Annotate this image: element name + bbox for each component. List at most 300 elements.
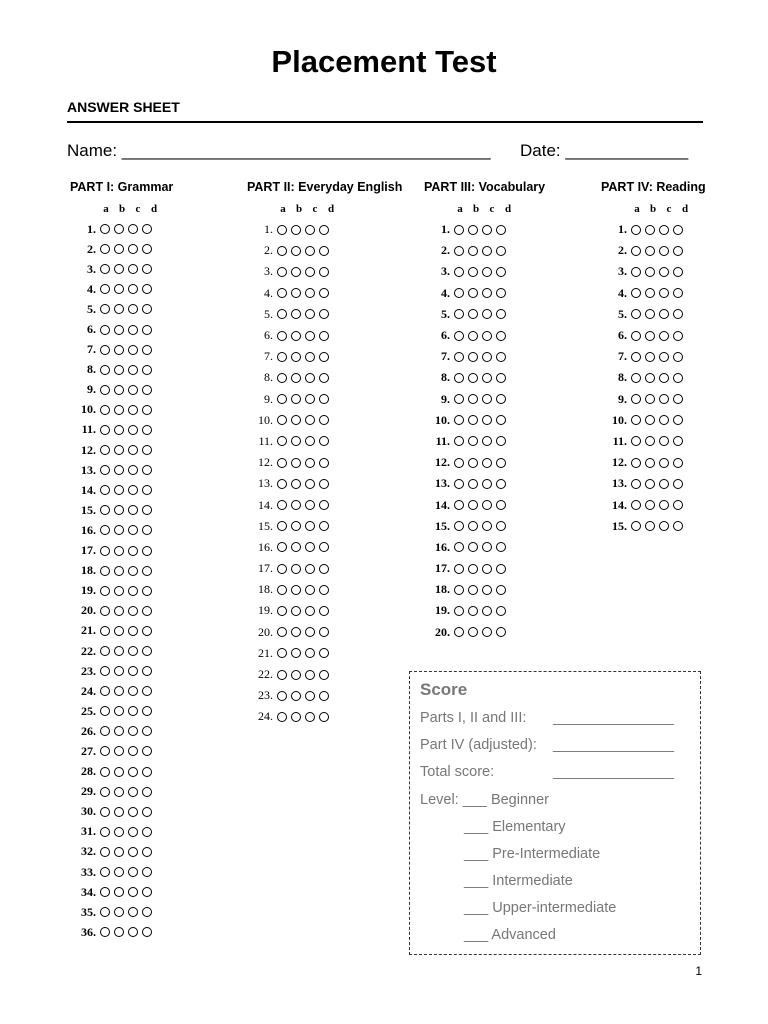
answer-bubble-b[interactable] <box>645 288 655 298</box>
answer-bubble-c[interactable] <box>128 746 138 756</box>
answer-bubble-c[interactable] <box>128 385 138 395</box>
answer-bubble-d[interactable] <box>496 627 506 637</box>
answer-bubble-d[interactable] <box>319 479 329 489</box>
answer-bubble-b[interactable] <box>468 542 478 552</box>
answer-bubble-d[interactable] <box>319 627 329 637</box>
answer-bubble-d[interactable] <box>319 458 329 468</box>
answer-bubble-b[interactable] <box>645 373 655 383</box>
answer-bubble-d[interactable] <box>496 288 506 298</box>
answer-bubble-b[interactable] <box>645 436 655 446</box>
answer-bubble-a[interactable] <box>277 415 287 425</box>
answer-bubble-c[interactable] <box>482 309 492 319</box>
answer-bubble-c[interactable] <box>128 566 138 576</box>
answer-bubble-a[interactable] <box>100 244 110 254</box>
answer-bubble-a[interactable] <box>100 746 110 756</box>
answer-bubble-a[interactable] <box>100 686 110 696</box>
answer-bubble-c[interactable] <box>305 352 315 362</box>
answer-bubble-a[interactable] <box>454 394 464 404</box>
answer-bubble-a[interactable] <box>100 345 110 355</box>
answer-bubble-b[interactable] <box>291 606 301 616</box>
answer-bubble-c[interactable] <box>128 325 138 335</box>
answer-bubble-b[interactable] <box>645 352 655 362</box>
answer-bubble-b[interactable] <box>114 907 124 917</box>
answer-bubble-b[interactable] <box>114 867 124 877</box>
answer-bubble-a[interactable] <box>100 666 110 676</box>
answer-bubble-d[interactable] <box>319 606 329 616</box>
answer-bubble-d[interactable] <box>496 331 506 341</box>
level-pre-intermediate[interactable]: ___ Pre-Intermediate <box>464 846 601 862</box>
answer-bubble-c[interactable] <box>305 225 315 235</box>
answer-bubble-a[interactable] <box>277 225 287 235</box>
answer-bubble-c[interactable] <box>128 485 138 495</box>
answer-bubble-b[interactable] <box>468 415 478 425</box>
answer-bubble-b[interactable] <box>291 670 301 680</box>
answer-bubble-a[interactable] <box>100 224 110 234</box>
answer-bubble-c[interactable] <box>305 331 315 341</box>
answer-bubble-d[interactable] <box>142 887 152 897</box>
answer-bubble-a[interactable] <box>100 425 110 435</box>
answer-bubble-c[interactable] <box>305 648 315 658</box>
answer-bubble-a[interactable] <box>454 373 464 383</box>
answer-bubble-a[interactable] <box>454 309 464 319</box>
answer-bubble-d[interactable] <box>142 586 152 596</box>
answer-bubble-c[interactable] <box>128 646 138 656</box>
answer-bubble-d[interactable] <box>319 670 329 680</box>
answer-bubble-c[interactable] <box>128 365 138 375</box>
answer-bubble-d[interactable] <box>142 304 152 314</box>
answer-bubble-d[interactable] <box>142 365 152 375</box>
answer-bubble-a[interactable] <box>277 373 287 383</box>
answer-bubble-a[interactable] <box>631 458 641 468</box>
answer-bubble-b[interactable] <box>114 546 124 556</box>
answer-bubble-b[interactable] <box>645 458 655 468</box>
answer-bubble-c[interactable] <box>128 445 138 455</box>
answer-bubble-b[interactable] <box>291 542 301 552</box>
answer-bubble-b[interactable] <box>291 521 301 531</box>
answer-bubble-d[interactable] <box>142 345 152 355</box>
answer-bubble-c[interactable] <box>128 586 138 596</box>
answer-bubble-b[interactable] <box>645 415 655 425</box>
answer-bubble-d[interactable] <box>142 425 152 435</box>
answer-bubble-d[interactable] <box>319 331 329 341</box>
answer-bubble-b[interactable] <box>468 309 478 319</box>
answer-bubble-d[interactable] <box>142 224 152 234</box>
answer-bubble-c[interactable] <box>659 352 669 362</box>
answer-bubble-c[interactable] <box>305 415 315 425</box>
answer-bubble-b[interactable] <box>645 479 655 489</box>
answer-bubble-a[interactable] <box>100 767 110 777</box>
answer-bubble-d[interactable] <box>496 415 506 425</box>
answer-bubble-d[interactable] <box>319 288 329 298</box>
answer-bubble-a[interactable] <box>277 352 287 362</box>
answer-bubble-c[interactable] <box>482 458 492 468</box>
answer-bubble-c[interactable] <box>128 626 138 636</box>
answer-bubble-a[interactable] <box>454 564 464 574</box>
answer-bubble-c[interactable] <box>128 525 138 535</box>
answer-bubble-d[interactable] <box>496 500 506 510</box>
answer-bubble-c[interactable] <box>482 436 492 446</box>
answer-bubble-a[interactable] <box>277 267 287 277</box>
answer-bubble-c[interactable] <box>305 394 315 404</box>
answer-bubble-d[interactable] <box>319 373 329 383</box>
answer-bubble-c[interactable] <box>482 225 492 235</box>
answer-bubble-c[interactable] <box>128 345 138 355</box>
answer-bubble-d[interactable] <box>319 521 329 531</box>
answer-bubble-d[interactable] <box>496 436 506 446</box>
answer-bubble-a[interactable] <box>100 887 110 897</box>
score-blank-parts-1-3[interactable]: _______________ <box>553 710 674 726</box>
answer-bubble-c[interactable] <box>305 691 315 701</box>
answer-bubble-d[interactable] <box>142 405 152 415</box>
answer-bubble-d[interactable] <box>319 225 329 235</box>
answer-bubble-b[interactable] <box>114 325 124 335</box>
answer-bubble-b[interactable] <box>291 627 301 637</box>
answer-bubble-d[interactable] <box>673 225 683 235</box>
answer-bubble-a[interactable] <box>277 691 287 701</box>
answer-bubble-d[interactable] <box>496 606 506 616</box>
answer-bubble-b[interactable] <box>114 847 124 857</box>
answer-bubble-a[interactable] <box>454 436 464 446</box>
answer-bubble-a[interactable] <box>277 479 287 489</box>
answer-bubble-d[interactable] <box>319 564 329 574</box>
answer-bubble-a[interactable] <box>631 288 641 298</box>
answer-bubble-c[interactable] <box>482 331 492 341</box>
answer-bubble-d[interactable] <box>142 244 152 254</box>
answer-bubble-d[interactable] <box>496 394 506 404</box>
answer-bubble-c[interactable] <box>305 288 315 298</box>
answer-bubble-c[interactable] <box>305 436 315 446</box>
answer-bubble-a[interactable] <box>277 458 287 468</box>
answer-bubble-c[interactable] <box>305 521 315 531</box>
answer-bubble-c[interactable] <box>482 415 492 425</box>
answer-bubble-a[interactable] <box>100 787 110 797</box>
answer-bubble-b[interactable] <box>114 927 124 937</box>
answer-bubble-b[interactable] <box>291 288 301 298</box>
answer-bubble-a[interactable] <box>631 479 641 489</box>
answer-bubble-a[interactable] <box>277 712 287 722</box>
answer-bubble-d[interactable] <box>142 505 152 515</box>
answer-bubble-c[interactable] <box>128 807 138 817</box>
answer-bubble-c[interactable] <box>659 415 669 425</box>
answer-bubble-a[interactable] <box>100 385 110 395</box>
answer-bubble-b[interactable] <box>468 246 478 256</box>
answer-bubble-d[interactable] <box>142 927 152 937</box>
answer-bubble-a[interactable] <box>100 827 110 837</box>
answer-bubble-a[interactable] <box>631 246 641 256</box>
answer-bubble-a[interactable] <box>100 847 110 857</box>
answer-bubble-c[interactable] <box>128 666 138 676</box>
answer-bubble-a[interactable] <box>631 352 641 362</box>
score-blank-total[interactable]: _______________ <box>553 764 674 780</box>
answer-bubble-a[interactable] <box>277 521 287 531</box>
answer-bubble-d[interactable] <box>142 606 152 616</box>
level-upper-intermediate[interactable]: ___ Upper-intermediate <box>464 900 617 916</box>
level-beginner[interactable]: Level: ___ Beginner <box>420 792 549 808</box>
answer-bubble-c[interactable] <box>482 606 492 616</box>
answer-bubble-a[interactable] <box>277 500 287 510</box>
answer-bubble-d[interactable] <box>673 521 683 531</box>
answer-bubble-b[interactable] <box>468 373 478 383</box>
answer-bubble-a[interactable] <box>100 626 110 636</box>
answer-bubble-d[interactable] <box>142 626 152 636</box>
answer-bubble-c[interactable] <box>128 726 138 736</box>
answer-bubble-d[interactable] <box>319 542 329 552</box>
answer-bubble-c[interactable] <box>128 244 138 254</box>
answer-bubble-a[interactable] <box>454 225 464 235</box>
answer-bubble-c[interactable] <box>482 542 492 552</box>
answer-bubble-b[interactable] <box>468 627 478 637</box>
answer-bubble-a[interactable] <box>631 331 641 341</box>
answer-bubble-a[interactable] <box>277 606 287 616</box>
answer-bubble-c[interactable] <box>482 585 492 595</box>
answer-bubble-a[interactable] <box>100 546 110 556</box>
answer-bubble-c[interactable] <box>659 267 669 277</box>
answer-bubble-d[interactable] <box>673 373 683 383</box>
answer-bubble-d[interactable] <box>319 500 329 510</box>
answer-bubble-a[interactable] <box>631 309 641 319</box>
answer-bubble-b[interactable] <box>291 415 301 425</box>
answer-bubble-b[interactable] <box>291 373 301 383</box>
answer-bubble-b[interactable] <box>114 345 124 355</box>
answer-bubble-c[interactable] <box>659 458 669 468</box>
answer-bubble-a[interactable] <box>100 646 110 656</box>
answer-bubble-b[interactable] <box>468 521 478 531</box>
answer-bubble-b[interactable] <box>291 331 301 341</box>
answer-bubble-a[interactable] <box>100 284 110 294</box>
answer-bubble-b[interactable] <box>114 666 124 676</box>
answer-bubble-d[interactable] <box>142 284 152 294</box>
answer-bubble-b[interactable] <box>291 648 301 658</box>
answer-bubble-d[interactable] <box>142 325 152 335</box>
answer-bubble-d[interactable] <box>673 331 683 341</box>
answer-bubble-b[interactable] <box>114 445 124 455</box>
answer-bubble-c[interactable] <box>128 425 138 435</box>
answer-bubble-b[interactable] <box>114 385 124 395</box>
answer-bubble-a[interactable] <box>100 325 110 335</box>
answer-bubble-a[interactable] <box>100 907 110 917</box>
answer-bubble-c[interactable] <box>482 479 492 489</box>
answer-bubble-d[interactable] <box>142 485 152 495</box>
answer-bubble-a[interactable] <box>454 415 464 425</box>
answer-bubble-b[interactable] <box>114 485 124 495</box>
answer-bubble-b[interactable] <box>468 225 478 235</box>
answer-bubble-a[interactable] <box>100 606 110 616</box>
answer-bubble-d[interactable] <box>673 246 683 256</box>
answer-bubble-c[interactable] <box>482 267 492 277</box>
answer-bubble-b[interactable] <box>645 246 655 256</box>
answer-bubble-c[interactable] <box>659 246 669 256</box>
level-elementary[interactable]: ___ Elementary <box>464 819 566 835</box>
answer-bubble-b[interactable] <box>291 458 301 468</box>
answer-bubble-a[interactable] <box>631 267 641 277</box>
answer-bubble-b[interactable] <box>114 365 124 375</box>
answer-bubble-d[interactable] <box>673 288 683 298</box>
answer-bubble-a[interactable] <box>631 225 641 235</box>
answer-bubble-d[interactable] <box>142 666 152 676</box>
answer-bubble-d[interactable] <box>496 373 506 383</box>
answer-bubble-a[interactable] <box>454 585 464 595</box>
answer-bubble-a[interactable] <box>454 627 464 637</box>
answer-bubble-b[interactable] <box>468 267 478 277</box>
answer-bubble-c[interactable] <box>659 373 669 383</box>
answer-bubble-a[interactable] <box>100 566 110 576</box>
answer-bubble-a[interactable] <box>454 246 464 256</box>
answer-bubble-b[interactable] <box>114 726 124 736</box>
answer-bubble-d[interactable] <box>673 458 683 468</box>
answer-bubble-b[interactable] <box>291 246 301 256</box>
answer-bubble-c[interactable] <box>305 500 315 510</box>
answer-bubble-b[interactable] <box>468 352 478 362</box>
answer-bubble-d[interactable] <box>496 479 506 489</box>
answer-bubble-c[interactable] <box>305 479 315 489</box>
answer-bubble-c[interactable] <box>305 267 315 277</box>
answer-bubble-b[interactable] <box>114 606 124 616</box>
answer-bubble-b[interactable] <box>114 425 124 435</box>
answer-bubble-b[interactable] <box>114 626 124 636</box>
answer-bubble-a[interactable] <box>100 445 110 455</box>
answer-bubble-a[interactable] <box>100 304 110 314</box>
answer-bubble-d[interactable] <box>142 847 152 857</box>
answer-bubble-c[interactable] <box>128 264 138 274</box>
answer-bubble-d[interactable] <box>319 585 329 595</box>
answer-bubble-a[interactable] <box>100 927 110 937</box>
answer-bubble-c[interactable] <box>482 500 492 510</box>
answer-bubble-d[interactable] <box>142 907 152 917</box>
answer-bubble-a[interactable] <box>454 267 464 277</box>
answer-bubble-b[interactable] <box>114 264 124 274</box>
answer-bubble-b[interactable] <box>468 564 478 574</box>
answer-bubble-b[interactable] <box>468 500 478 510</box>
answer-bubble-a[interactable] <box>631 373 641 383</box>
answer-bubble-d[interactable] <box>496 267 506 277</box>
answer-bubble-b[interactable] <box>291 267 301 277</box>
answer-bubble-a[interactable] <box>454 542 464 552</box>
answer-bubble-b[interactable] <box>291 309 301 319</box>
answer-bubble-c[interactable] <box>305 373 315 383</box>
answer-bubble-a[interactable] <box>100 465 110 475</box>
answer-bubble-a[interactable] <box>277 670 287 680</box>
answer-bubble-c[interactable] <box>128 546 138 556</box>
answer-bubble-b[interactable] <box>114 224 124 234</box>
answer-bubble-a[interactable] <box>100 586 110 596</box>
answer-bubble-b[interactable] <box>645 309 655 319</box>
answer-bubble-c[interactable] <box>659 331 669 341</box>
answer-bubble-b[interactable] <box>114 566 124 576</box>
answer-bubble-a[interactable] <box>100 405 110 415</box>
answer-bubble-b[interactable] <box>114 465 124 475</box>
answer-bubble-b[interactable] <box>468 479 478 489</box>
answer-bubble-d[interactable] <box>673 436 683 446</box>
answer-bubble-c[interactable] <box>482 373 492 383</box>
answer-bubble-c[interactable] <box>128 847 138 857</box>
answer-bubble-b[interactable] <box>291 479 301 489</box>
answer-bubble-d[interactable] <box>673 500 683 510</box>
answer-bubble-d[interactable] <box>673 394 683 404</box>
answer-bubble-d[interactable] <box>319 309 329 319</box>
answer-bubble-c[interactable] <box>482 394 492 404</box>
answer-bubble-b[interactable] <box>645 267 655 277</box>
answer-bubble-d[interactable] <box>142 706 152 716</box>
answer-bubble-d[interactable] <box>673 352 683 362</box>
answer-bubble-b[interactable] <box>291 712 301 722</box>
answer-bubble-c[interactable] <box>128 787 138 797</box>
answer-bubble-a[interactable] <box>631 394 641 404</box>
answer-bubble-b[interactable] <box>114 505 124 515</box>
answer-bubble-b[interactable] <box>291 564 301 574</box>
answer-bubble-a[interactable] <box>277 309 287 319</box>
answer-bubble-d[interactable] <box>319 394 329 404</box>
answer-bubble-d[interactable] <box>142 566 152 576</box>
answer-bubble-c[interactable] <box>128 887 138 897</box>
answer-bubble-d[interactable] <box>319 267 329 277</box>
answer-bubble-d[interactable] <box>142 385 152 395</box>
answer-bubble-b[interactable] <box>468 394 478 404</box>
answer-bubble-c[interactable] <box>305 670 315 680</box>
answer-bubble-a[interactable] <box>277 648 287 658</box>
answer-bubble-c[interactable] <box>128 907 138 917</box>
answer-bubble-c[interactable] <box>305 712 315 722</box>
answer-bubble-d[interactable] <box>673 479 683 489</box>
answer-bubble-d[interactable] <box>142 726 152 736</box>
answer-bubble-b[interactable] <box>468 331 478 341</box>
answer-bubble-c[interactable] <box>128 405 138 415</box>
answer-bubble-a[interactable] <box>100 525 110 535</box>
answer-bubble-a[interactable] <box>277 394 287 404</box>
answer-bubble-c[interactable] <box>128 304 138 314</box>
answer-bubble-a[interactable] <box>454 479 464 489</box>
answer-bubble-a[interactable] <box>100 485 110 495</box>
answer-bubble-a[interactable] <box>100 706 110 716</box>
answer-bubble-d[interactable] <box>496 352 506 362</box>
answer-bubble-d[interactable] <box>142 445 152 455</box>
answer-bubble-d[interactable] <box>142 807 152 817</box>
answer-bubble-d[interactable] <box>496 458 506 468</box>
answer-bubble-c[interactable] <box>305 542 315 552</box>
answer-bubble-d[interactable] <box>142 827 152 837</box>
answer-bubble-b[interactable] <box>114 787 124 797</box>
answer-bubble-d[interactable] <box>142 264 152 274</box>
answer-bubble-c[interactable] <box>659 436 669 446</box>
answer-bubble-b[interactable] <box>468 458 478 468</box>
answer-bubble-a[interactable] <box>277 246 287 256</box>
answer-bubble-b[interactable] <box>468 585 478 595</box>
answer-bubble-c[interactable] <box>659 288 669 298</box>
answer-bubble-c[interactable] <box>659 479 669 489</box>
level-intermediate[interactable]: ___ Intermediate <box>464 873 573 889</box>
answer-bubble-c[interactable] <box>128 927 138 937</box>
answer-bubble-b[interactable] <box>291 500 301 510</box>
answer-bubble-b[interactable] <box>291 225 301 235</box>
answer-bubble-d[interactable] <box>496 246 506 256</box>
answer-bubble-c[interactable] <box>482 564 492 574</box>
answer-bubble-a[interactable] <box>277 542 287 552</box>
answer-bubble-b[interactable] <box>645 225 655 235</box>
answer-bubble-b[interactable] <box>114 525 124 535</box>
answer-bubble-d[interactable] <box>142 546 152 556</box>
answer-bubble-d[interactable] <box>142 767 152 777</box>
answer-bubble-b[interactable] <box>114 586 124 596</box>
answer-bubble-b[interactable] <box>114 405 124 415</box>
answer-bubble-c[interactable] <box>659 225 669 235</box>
answer-bubble-d[interactable] <box>496 225 506 235</box>
answer-bubble-d[interactable] <box>319 436 329 446</box>
answer-bubble-c[interactable] <box>482 288 492 298</box>
answer-bubble-c[interactable] <box>482 521 492 531</box>
answer-bubble-c[interactable] <box>305 246 315 256</box>
answer-bubble-c[interactable] <box>482 352 492 362</box>
answer-bubble-d[interactable] <box>319 712 329 722</box>
level-advanced[interactable]: ___ Advanced <box>464 927 556 943</box>
